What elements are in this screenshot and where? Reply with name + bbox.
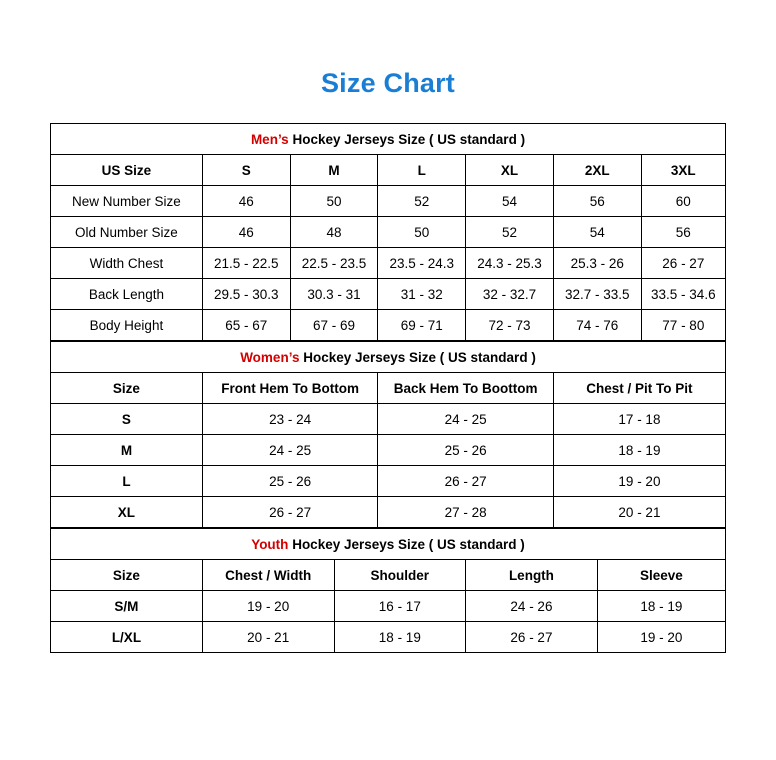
womens-r2-c2: 26 - 27: [378, 466, 554, 497]
mens-r0-c5: 56: [553, 186, 641, 217]
table-header-row: [51, 560, 726, 591]
youth-r0-c2: 16 - 17: [334, 591, 466, 622]
mens-r2-c4: 24.3 - 25.3: [466, 248, 554, 279]
table-row: [51, 497, 726, 528]
mens-r3-c5: 32.7 - 33.5: [553, 279, 641, 310]
mens-r4-c0: Body Height: [51, 310, 203, 341]
youth-r1-c1: 20 - 21: [202, 622, 334, 653]
size-chart-container: [50, 123, 726, 653]
mens-r1-c6: 56: [641, 217, 725, 248]
mens-r1-c3: 50: [378, 217, 466, 248]
mens-col-5: 2XL: [553, 155, 641, 186]
womens-r0-c3: 17 - 18: [553, 404, 725, 435]
mens-r1-c1: 46: [202, 217, 290, 248]
mens-banner-accent: Men’s: [250, 131, 289, 147]
mens-r3-c1: 29.5 - 30.3: [202, 279, 290, 310]
womens-col-3: Chest / Pit To Pit: [553, 373, 725, 404]
womens-banner-accent: Women’s: [240, 349, 300, 365]
mens-r0-c1: 46: [202, 186, 290, 217]
mens-r3-c0: Back Length: [51, 279, 203, 310]
mens-r0-c3: 52: [378, 186, 466, 217]
womens-banner: [51, 342, 726, 373]
mens-r2-c1: 21.5 - 22.5: [202, 248, 290, 279]
mens-r4-c4: 72 - 73: [466, 310, 554, 341]
mens-r0-c0: New Number Size: [51, 186, 203, 217]
mens-r1-c2: 48: [290, 217, 378, 248]
table-row: [51, 217, 726, 248]
table-row: [51, 310, 726, 341]
youth-r0-c1: 19 - 20: [202, 591, 334, 622]
table-header-row: [51, 155, 726, 186]
womens-r2-c1: 25 - 26: [202, 466, 378, 497]
youth-r1-c3: 26 - 27: [466, 622, 598, 653]
table-row: [51, 186, 726, 217]
table-row: [51, 622, 726, 653]
womens-size-table: [50, 341, 726, 528]
mens-col-4: XL: [466, 155, 554, 186]
mens-r1-c5: 54: [553, 217, 641, 248]
table-banner-row: [51, 529, 726, 560]
mens-banner: [51, 124, 726, 155]
mens-r2-c6: 26 - 27: [641, 248, 725, 279]
womens-r2-c0: L: [51, 466, 203, 497]
womens-col-0: Size: [51, 373, 203, 404]
mens-size-table: [50, 123, 726, 341]
mens-r4-c5: 74 - 76: [553, 310, 641, 341]
table-row: [51, 435, 726, 466]
womens-r0-c1: 23 - 24: [202, 404, 378, 435]
youth-r0-c0: S/M: [51, 591, 203, 622]
youth-col-0: Size: [51, 560, 203, 591]
womens-col-1: Front Hem To Bottom: [202, 373, 378, 404]
youth-r1-c4: 19 - 20: [597, 622, 725, 653]
youth-col-1: Chest / Width: [202, 560, 334, 591]
mens-r1-c0: Old Number Size: [51, 217, 203, 248]
mens-r0-c6: 60: [641, 186, 725, 217]
mens-r3-c6: 33.5 - 34.6: [641, 279, 725, 310]
table-row: [51, 466, 726, 497]
table-row: [51, 248, 726, 279]
youth-col-3: Length: [466, 560, 598, 591]
womens-col-2: Back Hem To Boottom: [378, 373, 554, 404]
mens-r1-c4: 52: [466, 217, 554, 248]
womens-r1-c2: 25 - 26: [378, 435, 554, 466]
table-row: [51, 591, 726, 622]
womens-r1-c1: 24 - 25: [202, 435, 378, 466]
womens-r3-c2: 27 - 28: [378, 497, 554, 528]
mens-r2-c0: Width Chest: [51, 248, 203, 279]
mens-r3-c3: 31 - 32: [378, 279, 466, 310]
mens-col-1: S: [202, 155, 290, 186]
mens-r4-c1: 65 - 67: [202, 310, 290, 341]
mens-r4-c6: 77 - 80: [641, 310, 725, 341]
youth-banner: [51, 529, 726, 560]
womens-r3-c0: XL: [51, 497, 203, 528]
mens-r0-c2: 50: [290, 186, 378, 217]
womens-banner-rest: Hockey Jerseys Size ( US standard ): [299, 349, 536, 365]
womens-r0-c2: 24 - 25: [378, 404, 554, 435]
mens-banner-rest: Hockey Jerseys Size ( US standard ): [288, 131, 526, 147]
mens-r4-c3: 69 - 71: [378, 310, 466, 341]
size-chart-page: [0, 68, 776, 760]
mens-col-6: 3XL: [641, 155, 725, 186]
mens-r0-c4: 54: [466, 186, 554, 217]
mens-r4-c2: 67 - 69: [290, 310, 378, 341]
youth-col-2: Shoulder: [334, 560, 466, 591]
table-banner-row: [51, 342, 726, 373]
table-row: [51, 404, 726, 435]
youth-banner-accent: Youth: [251, 536, 289, 552]
womens-r0-c0: S: [51, 404, 203, 435]
mens-col-2: M: [290, 155, 378, 186]
womens-r1-c0: M: [51, 435, 203, 466]
mens-col-0: US Size: [51, 155, 203, 186]
youth-r0-c3: 24 - 26: [466, 591, 598, 622]
youth-banner-rest: Hockey Jerseys Size ( US standard ): [288, 536, 525, 552]
youth-size-table: [50, 528, 726, 653]
womens-r3-c3: 20 - 21: [553, 497, 725, 528]
youth-col-4: Sleeve: [597, 560, 725, 591]
mens-r2-c3: 23.5 - 24.3: [378, 248, 466, 279]
youth-r1-c0: L/XL: [51, 622, 203, 653]
mens-r2-c5: 25.3 - 26: [553, 248, 641, 279]
womens-r2-c3: 19 - 20: [553, 466, 725, 497]
mens-r3-c4: 32 - 32.7: [466, 279, 554, 310]
mens-col-3: L: [378, 155, 466, 186]
page-title: Size Chart: [320, 68, 456, 98]
table-header-row: [51, 373, 726, 404]
mens-r3-c2: 30.3 - 31: [290, 279, 378, 310]
womens-r1-c3: 18 - 19: [553, 435, 725, 466]
youth-r0-c4: 18 - 19: [597, 591, 725, 622]
womens-r3-c1: 26 - 27: [202, 497, 378, 528]
table-row: [51, 279, 726, 310]
table-banner-row: [51, 124, 726, 155]
mens-r2-c2: 22.5 - 23.5: [290, 248, 378, 279]
youth-r1-c2: 18 - 19: [334, 622, 466, 653]
